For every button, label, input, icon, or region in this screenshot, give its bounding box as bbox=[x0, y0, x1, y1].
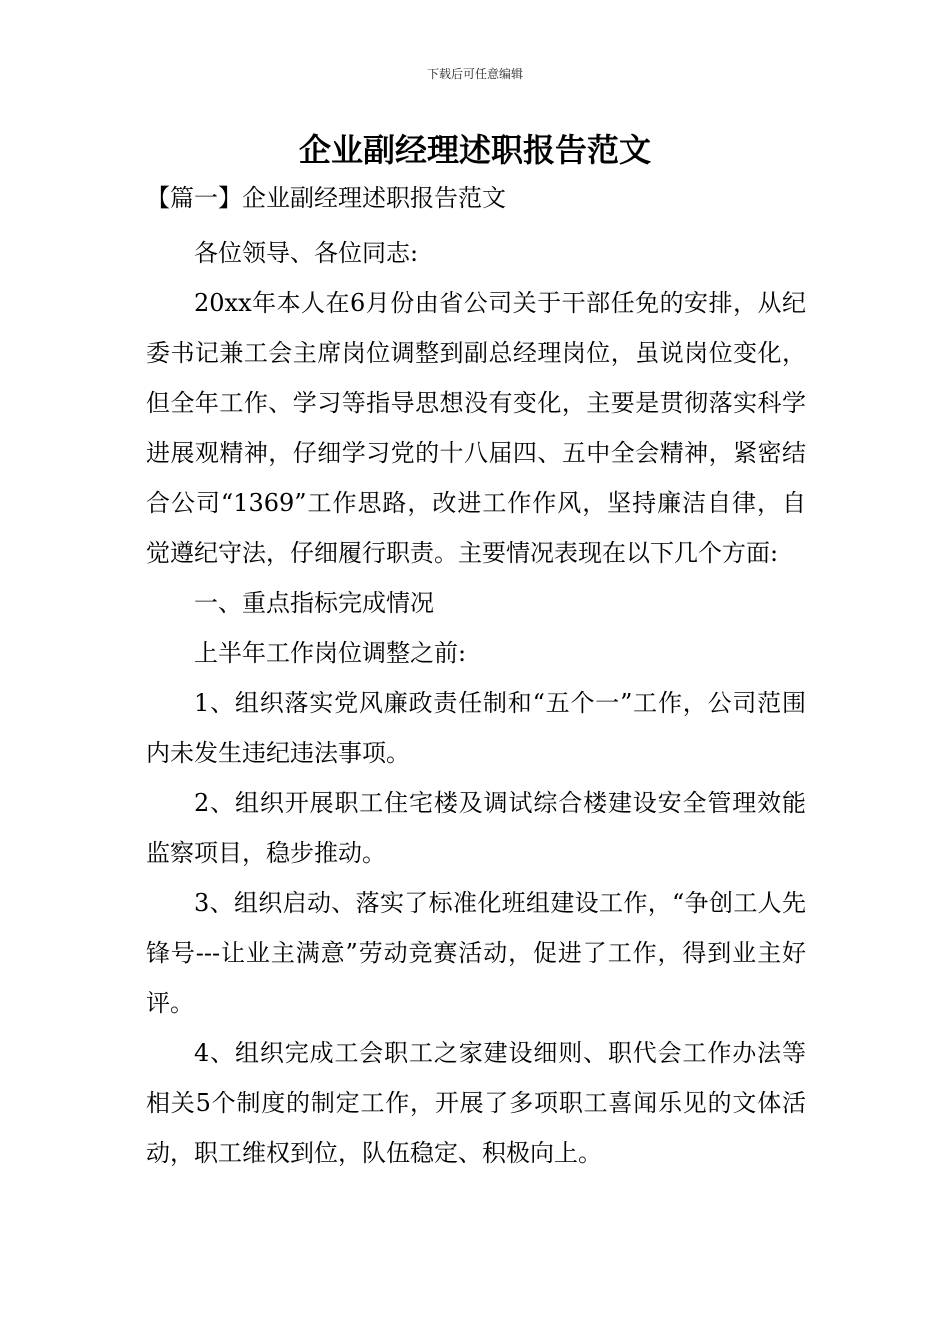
item-paragraph-3: 3、组织启动、落实了标准化班组建设工作，“争创工人先锋号---让业主满意”劳动竞赛活动，促进了工作，得到业主好评。 bbox=[146, 889, 806, 1017]
item-paragraph-4: 4、组织完成工会职工之家建设细则、职代会工作办法等相关5个制度的制定工作，开展了多项职工喜闻乐见的文体活动，职工维权到位，队伍稳定、积极向上。 bbox=[146, 1039, 806, 1167]
subheading-paragraph: 一、重点指标完成情况 bbox=[194, 589, 434, 617]
document-title: 企业副经理述职报告范文 bbox=[298, 131, 651, 169]
item-paragraph-1: 1、组织落实党风廉政责任制和“五个一”工作，公司范围内未发生违纪违法事项。 bbox=[146, 689, 806, 767]
period-paragraph: 上半年工作岗位调整之前: bbox=[194, 639, 467, 667]
section-heading: 【篇一】企业副经理述职报告范文 bbox=[146, 184, 506, 212]
document-body bbox=[146, 228, 806, 1178]
intro-paragraph: 20xx年本人在6月份由省公司关于干部任免的安排，从纪委书记兼工会主席岗位调整到副总经理岗位，虽说岗位变化，但全年工作、学习等指导思想没有变化，主要是贯彻落实科学进展观精神，仔细学习党的十八届四、五中全会精神，紧密结合公司“1369”工作思路，改进工作作风，坚持廉洁自律，自觉遵纪守法，仔细履行职责。主要情况表现在以下几个方面: bbox=[146, 289, 806, 567]
salutation-paragraph: 各位领导、各位同志: bbox=[194, 239, 419, 267]
item-paragraph-2: 2、组织开展职工住宅楼及调试综合楼建设安全管理效能监察项目，稳步推动。 bbox=[146, 789, 806, 867]
header-note: 下载后可任意编辑 bbox=[426, 67, 523, 81]
